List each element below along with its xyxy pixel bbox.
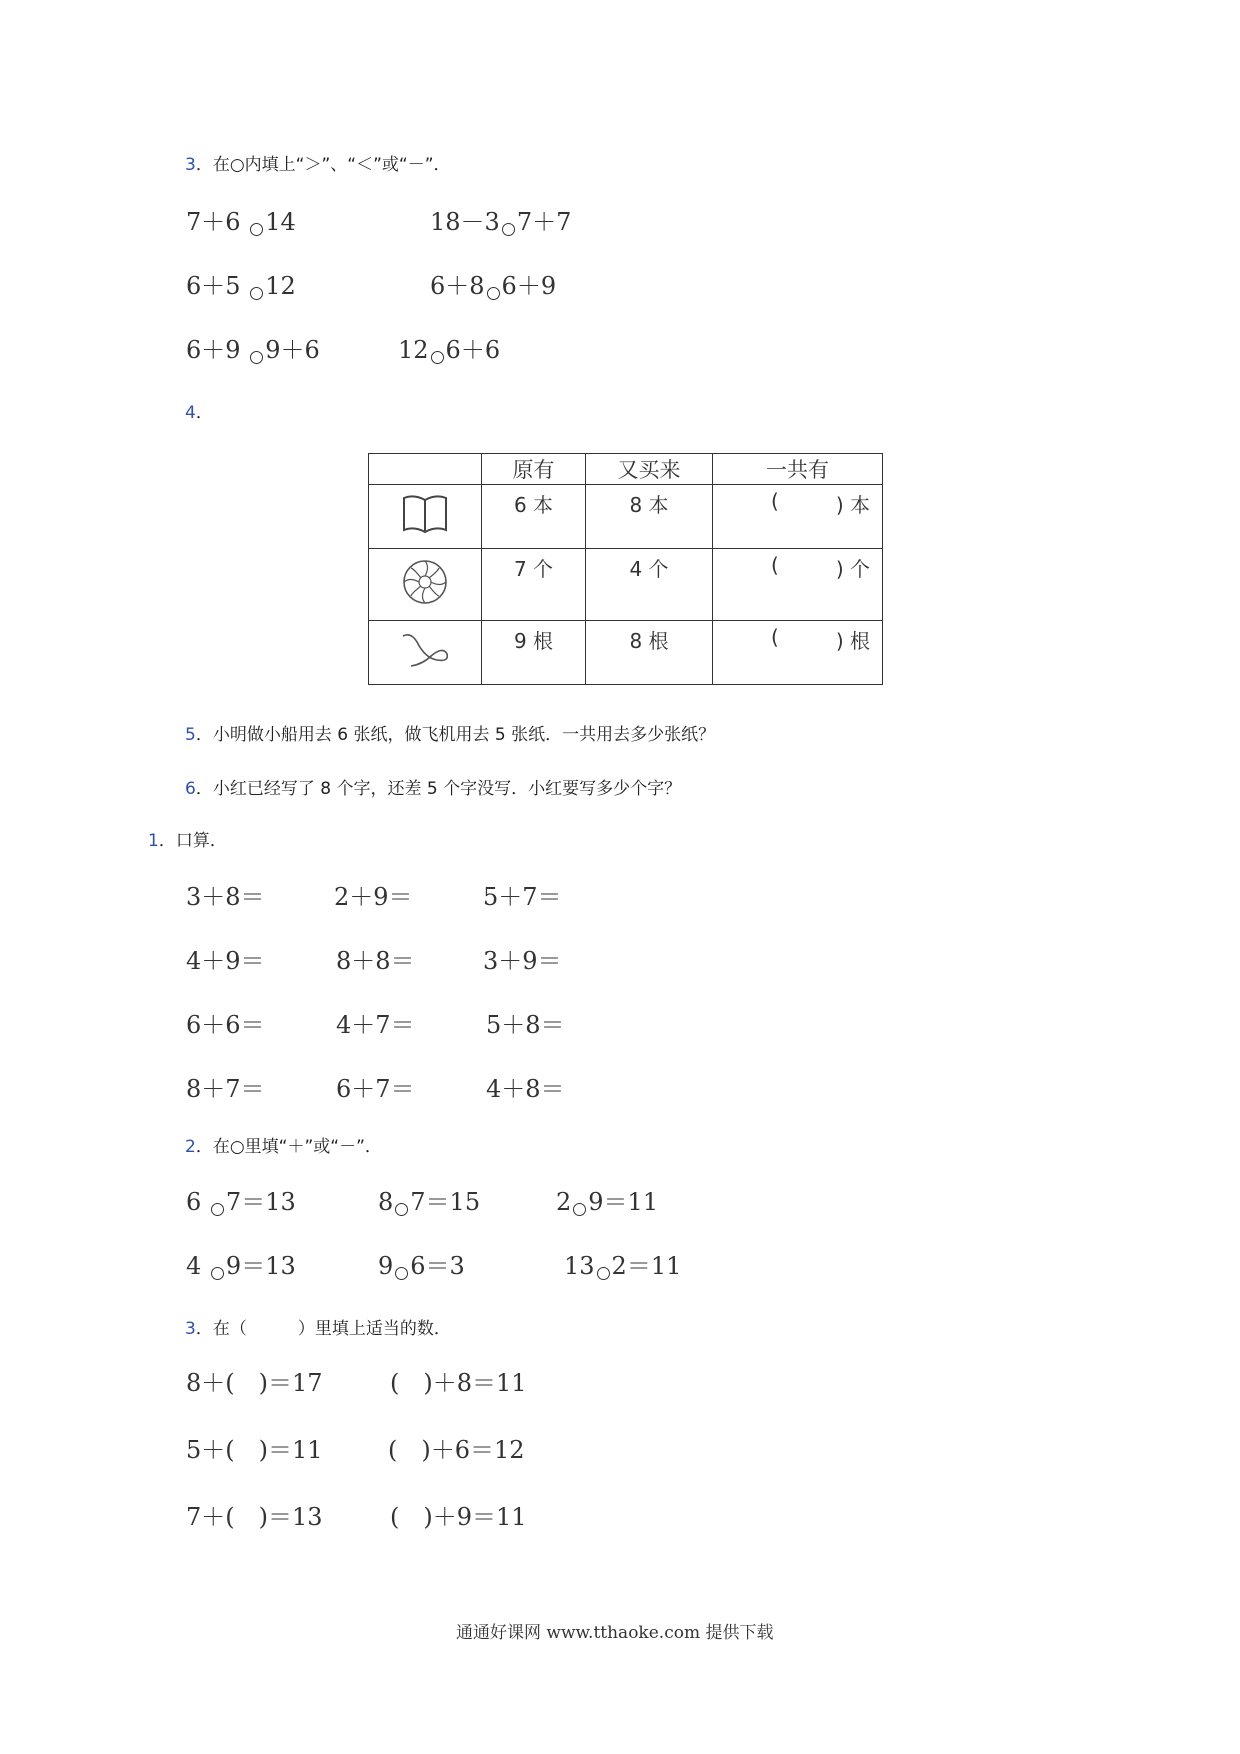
- answer-circle[interactable]: [573, 1203, 586, 1216]
- question-1-heading: [148, 826, 227, 851]
- answer-circle[interactable]: [395, 1267, 408, 1280]
- compare-item: 6＋5 12: [186, 272, 296, 300]
- question-text: ．小红已经写了 8 个字，还差 5 个字没写．小红要写多少个字？: [195, 779, 682, 799]
- question-3-heading: [185, 150, 451, 175]
- operator-item: 4 9＝13: [186, 1252, 296, 1280]
- fill-item[interactable]: ( )＋8＝11: [390, 1369, 527, 1397]
- mental-math-item: 3＋9＝: [483, 947, 562, 975]
- fill-item[interactable]: 7＋( )＝13: [186, 1503, 323, 1531]
- question-3b-heading: [185, 1314, 451, 1339]
- question-text: ．在○内填上“＞”、“＜”或“－”．: [195, 155, 451, 175]
- bought-count: 8 本: [629, 493, 669, 517]
- question-6: [185, 774, 681, 799]
- header-original: 原有: [482, 454, 586, 485]
- compare-item: 18－3 7＋7: [430, 208, 572, 236]
- answer-circle[interactable]: [250, 351, 263, 364]
- mental-math-item: 5＋7＝: [483, 883, 562, 911]
- mental-math-item: 6＋7＝: [336, 1075, 415, 1103]
- mental-math-item: 4＋8＝: [486, 1075, 565, 1103]
- bought-count: 4 个: [629, 557, 669, 582]
- operator-item: 2 9＝11: [556, 1188, 659, 1216]
- mental-math-item: 8＋8＝: [336, 947, 415, 975]
- bought-count: 8 根: [629, 628, 669, 653]
- mental-math-item: 4＋7＝: [336, 1011, 415, 1039]
- answer-circle[interactable]: [431, 351, 444, 364]
- rope-icon: [369, 620, 482, 684]
- question-number: 6: [185, 779, 196, 799]
- answer-circle[interactable]: [211, 1267, 224, 1280]
- question-5: [185, 720, 715, 745]
- mental-math-item: 6＋6＝: [186, 1011, 265, 1039]
- operator-item: 13 2＝11: [564, 1252, 682, 1280]
- ball-icon: [369, 549, 482, 621]
- fill-item[interactable]: 8＋( )＝17: [186, 1369, 323, 1397]
- operator-item: 6 7＝13: [186, 1188, 296, 1216]
- total-blank[interactable]: ( ) 个: [771, 553, 870, 582]
- answer-circle[interactable]: [250, 287, 263, 300]
- question-number: 4: [185, 403, 196, 423]
- fill-item[interactable]: ( )＋9＝11: [390, 1503, 527, 1531]
- question-number: 2: [185, 1137, 196, 1157]
- operator-item: 8 7＝15: [378, 1188, 481, 1216]
- question-number: 3: [185, 1319, 196, 1339]
- table-row: [369, 549, 883, 621]
- mental-math-item: 5＋8＝: [486, 1011, 565, 1039]
- compare-item: 6＋9 9＋6: [186, 336, 320, 364]
- table-corner-cell: [369, 454, 482, 485]
- page-footer: 通通好课网 www.tthaoke.com 提供下载: [456, 1623, 774, 1643]
- question-text: ．: [195, 403, 213, 423]
- answer-circle[interactable]: [487, 287, 500, 300]
- mental-math-item: 8＋7＝: [186, 1075, 265, 1103]
- mental-math-item: 4＋9＝: [186, 947, 265, 975]
- total-blank[interactable]: ( ) 根: [771, 624, 870, 653]
- answer-circle[interactable]: [597, 1267, 610, 1280]
- answer-circle[interactable]: [250, 223, 263, 236]
- question-text: ．小明做小船用去 6 张纸，做飞机用去 5 张纸．一共用去多少张纸？: [195, 725, 716, 745]
- total-blank[interactable]: ( ) 本: [771, 489, 870, 517]
- original-count: 9 根: [513, 628, 554, 653]
- counting-table: [368, 453, 883, 685]
- table-row: [369, 485, 883, 549]
- question-number: 3: [185, 155, 196, 175]
- original-count: 7 个: [513, 557, 554, 582]
- answer-circle[interactable]: [395, 1203, 408, 1216]
- question-number: 5: [185, 725, 196, 745]
- question-text: ．口算．: [158, 831, 227, 851]
- compare-item: 7＋6 14: [186, 208, 296, 236]
- answer-circle[interactable]: [502, 223, 515, 236]
- question-text: ．在○里填“＋”或“－”．: [195, 1137, 382, 1157]
- fill-item[interactable]: 5＋( )＝11: [186, 1436, 323, 1464]
- question-number: 1: [148, 831, 159, 851]
- original-count: 6 本: [513, 493, 554, 517]
- mental-math-item: 2＋9＝: [334, 883, 413, 911]
- question-text: ．在（ ）里填上适当的数．: [195, 1319, 451, 1339]
- mental-math-item: 3＋8＝: [186, 883, 265, 911]
- question-4-heading: [185, 398, 213, 423]
- compare-item: 6＋8 6＋9: [430, 272, 557, 300]
- fill-item[interactable]: ( )＋6＝12: [388, 1436, 525, 1464]
- answer-circle[interactable]: [211, 1203, 224, 1216]
- compare-item: 12 6＋6: [398, 336, 501, 364]
- book-icon: [369, 485, 482, 549]
- question-2-heading: [185, 1132, 382, 1157]
- header-bought: 又买来: [586, 454, 713, 485]
- operator-item: 9 6＝3: [378, 1252, 465, 1280]
- header-total: 一共有: [713, 454, 883, 485]
- table-row: [369, 620, 883, 684]
